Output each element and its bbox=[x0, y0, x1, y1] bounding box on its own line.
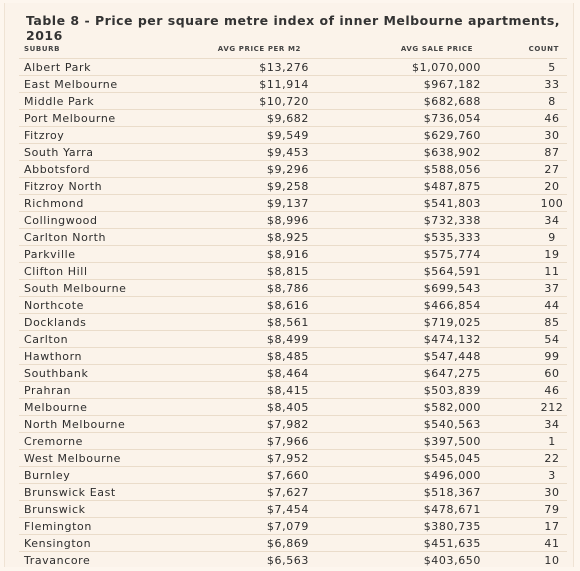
price-per-m2-cell: $7,627 bbox=[266, 486, 309, 500]
table-row bbox=[19, 398, 567, 415]
price-per-m2-cell: $8,916 bbox=[266, 248, 309, 262]
avg-sale-price-cell: $466,854 bbox=[423, 299, 481, 313]
suburb-cell: Carlton bbox=[24, 333, 69, 347]
suburb-cell: Hawthorn bbox=[24, 350, 83, 364]
price-per-m2-cell: $7,952 bbox=[266, 452, 309, 466]
table-row bbox=[19, 551, 567, 568]
table-row bbox=[19, 381, 567, 398]
suburb-cell: Cremorne bbox=[24, 435, 84, 449]
suburb-cell: Northcote bbox=[24, 299, 85, 313]
avg-sale-price-cell: $518,367 bbox=[423, 486, 481, 500]
table-row bbox=[19, 75, 567, 92]
price-per-m2-cell: $8,786 bbox=[266, 282, 309, 296]
table-row bbox=[19, 534, 567, 551]
price-per-m2-cell: $7,966 bbox=[266, 435, 309, 449]
count-cell: 46 bbox=[544, 112, 560, 126]
table-header bbox=[5, 42, 573, 57]
price-per-m2-cell: $13,276 bbox=[259, 61, 309, 74]
count-cell: 212 bbox=[540, 401, 564, 415]
table-row bbox=[19, 211, 567, 228]
table-body bbox=[19, 58, 567, 568]
count-cell: 100 bbox=[540, 197, 564, 211]
price-per-m2-cell: $8,925 bbox=[266, 231, 309, 245]
avg-sale-price-cell: $575,774 bbox=[423, 248, 481, 262]
count-cell: 30 bbox=[544, 129, 560, 143]
suburb-cell: Collingwood bbox=[24, 214, 98, 228]
table-row bbox=[19, 143, 567, 160]
table-row bbox=[19, 449, 567, 466]
count-cell: 3 bbox=[548, 469, 556, 483]
table-row bbox=[19, 432, 567, 449]
price-per-m2-cell: $8,561 bbox=[266, 316, 309, 330]
price-per-m2-cell: $8,464 bbox=[266, 367, 309, 381]
suburb-cell: Prahran bbox=[24, 384, 72, 398]
price-per-m2-cell: $8,415 bbox=[266, 384, 309, 398]
suburb-cell: Parkville bbox=[24, 248, 76, 262]
suburb-cell: Albert Park bbox=[24, 61, 92, 74]
table-row bbox=[19, 500, 567, 517]
suburb-cell: Port Melbourne bbox=[24, 112, 116, 126]
avg-sale-price-cell: $397,500 bbox=[423, 435, 481, 449]
avg-sale-price-cell: $629,760 bbox=[423, 129, 481, 143]
column-header-avg-sale-price: AVG SALE PRICE bbox=[400, 45, 473, 53]
suburb-cell: Burnley bbox=[24, 469, 71, 483]
avg-sale-price-cell: $699,543 bbox=[423, 282, 481, 296]
avg-sale-price-cell: $540,563 bbox=[423, 418, 481, 432]
count-cell: 34 bbox=[544, 214, 560, 228]
count-cell: 5 bbox=[548, 61, 556, 74]
avg-sale-price-cell: $732,338 bbox=[423, 214, 481, 228]
price-per-m2-cell: $6,563 bbox=[266, 554, 309, 568]
table-row bbox=[19, 279, 567, 296]
count-cell: 33 bbox=[544, 78, 560, 92]
avg-sale-price-cell: $564,591 bbox=[423, 265, 481, 279]
suburb-cell: Richmond bbox=[24, 197, 84, 211]
avg-sale-price-cell: $736,054 bbox=[423, 112, 481, 126]
table-row bbox=[19, 58, 567, 75]
suburb-cell: South Melbourne bbox=[24, 282, 127, 296]
avg-sale-price-cell: $496,000 bbox=[423, 469, 481, 483]
avg-sale-price-cell: $474,132 bbox=[423, 333, 481, 347]
table-row bbox=[19, 313, 567, 330]
table-title: Table 8 - Price per square metre index of inner Melbourne apartments, 2016 bbox=[26, 13, 561, 43]
price-per-m2-cell: $8,996 bbox=[266, 214, 309, 228]
table-row bbox=[19, 177, 567, 194]
avg-sale-price-cell: $545,045 bbox=[423, 452, 481, 466]
table-row bbox=[19, 330, 567, 347]
count-cell: 34 bbox=[544, 418, 560, 432]
count-cell: 44 bbox=[544, 299, 560, 313]
count-cell: 27 bbox=[544, 163, 560, 177]
avg-sale-price-cell: $582,000 bbox=[423, 401, 481, 415]
count-cell: 60 bbox=[544, 367, 560, 381]
count-cell: 30 bbox=[544, 486, 560, 500]
avg-sale-price-cell: $967,182 bbox=[423, 78, 481, 92]
table-row bbox=[19, 245, 567, 262]
price-per-m2-cell: $7,660 bbox=[266, 469, 309, 483]
avg-sale-price-cell: $647,275 bbox=[423, 367, 481, 381]
count-cell: 79 bbox=[544, 503, 560, 517]
count-cell: 85 bbox=[544, 316, 560, 330]
avg-sale-price-cell: $638,902 bbox=[423, 146, 481, 160]
avg-sale-price-cell: $451,635 bbox=[423, 537, 481, 551]
table-row bbox=[19, 109, 567, 126]
avg-sale-price-cell: $1,070,000 bbox=[412, 61, 481, 74]
avg-sale-price-cell: $403,650 bbox=[423, 554, 481, 568]
table-row bbox=[19, 347, 567, 364]
count-cell: 37 bbox=[544, 282, 560, 296]
price-per-m2-cell: $8,485 bbox=[266, 350, 309, 364]
price-per-m2-cell: $9,453 bbox=[266, 146, 309, 160]
count-cell: 46 bbox=[544, 384, 560, 398]
suburb-cell: Middle Park bbox=[24, 95, 95, 109]
count-cell: 1 bbox=[548, 435, 556, 449]
suburb-cell: Carlton North bbox=[24, 231, 107, 245]
count-cell: 22 bbox=[544, 452, 560, 466]
table-row bbox=[19, 194, 567, 211]
count-cell: 8 bbox=[548, 95, 556, 109]
suburb-cell: Brunswick bbox=[24, 503, 86, 517]
count-cell: 41 bbox=[544, 537, 560, 551]
price-per-m2-cell: $7,079 bbox=[266, 520, 309, 534]
count-cell: 87 bbox=[544, 146, 560, 160]
suburb-cell: Kensington bbox=[24, 537, 92, 551]
suburb-cell: Docklands bbox=[24, 316, 87, 330]
count-cell: 9 bbox=[548, 231, 556, 245]
column-header-avg-price-per-m2: AVG PRICE PER M2 bbox=[217, 45, 301, 53]
count-cell: 10 bbox=[544, 554, 560, 568]
table-row bbox=[19, 517, 567, 534]
count-cell: 17 bbox=[544, 520, 560, 534]
avg-sale-price-cell: $535,333 bbox=[423, 231, 481, 245]
avg-sale-price-cell: $541,803 bbox=[423, 197, 481, 211]
table-row bbox=[19, 160, 567, 177]
table-row bbox=[19, 262, 567, 279]
price-per-m2-cell: $8,499 bbox=[266, 333, 309, 347]
suburb-cell: Melbourne bbox=[24, 401, 88, 415]
suburb-cell: Travancore bbox=[24, 554, 91, 568]
price-per-m2-cell: $8,815 bbox=[266, 265, 309, 279]
count-cell: 99 bbox=[544, 350, 560, 364]
avg-sale-price-cell: $503,839 bbox=[423, 384, 481, 398]
suburb-cell: Clifton Hill bbox=[24, 265, 88, 279]
price-per-m2-cell: $9,549 bbox=[266, 129, 309, 143]
price-per-m2-cell: $6,869 bbox=[266, 537, 309, 551]
price-per-m2-cell: $8,405 bbox=[266, 401, 309, 415]
table-row bbox=[19, 466, 567, 483]
column-header-suburb: SUBURB bbox=[24, 45, 61, 53]
avg-sale-price-cell: $588,056 bbox=[423, 163, 481, 177]
suburb-cell: Southbank bbox=[24, 367, 89, 381]
price-per-m2-cell: $7,454 bbox=[266, 503, 309, 517]
avg-sale-price-cell: $682,688 bbox=[423, 95, 481, 109]
count-cell: 20 bbox=[544, 180, 560, 194]
price-per-m2-cell: $9,137 bbox=[266, 197, 309, 211]
price-per-m2-cell: $10,720 bbox=[259, 95, 309, 109]
suburb-cell: Brunswick East bbox=[24, 486, 116, 500]
column-header-count: COUNT bbox=[528, 45, 559, 53]
count-cell: 11 bbox=[544, 265, 560, 279]
suburb-cell: Fitzroy bbox=[24, 129, 65, 143]
avg-sale-price-cell: $547,448 bbox=[423, 350, 481, 364]
table-row bbox=[19, 126, 567, 143]
price-per-m2-cell: $11,914 bbox=[259, 78, 309, 92]
suburb-cell: Fitzroy North bbox=[24, 180, 103, 194]
suburb-cell: West Melbourne bbox=[24, 452, 122, 466]
table-row bbox=[19, 228, 567, 245]
table-panel bbox=[4, 3, 574, 567]
table-row bbox=[19, 483, 567, 500]
avg-sale-price-cell: $487,875 bbox=[423, 180, 481, 194]
count-cell: 54 bbox=[544, 333, 560, 347]
avg-sale-price-cell: $380,735 bbox=[423, 520, 481, 534]
table-row bbox=[19, 415, 567, 432]
suburb-cell: Abbotsford bbox=[24, 163, 91, 177]
suburb-cell: North Melbourne bbox=[24, 418, 126, 432]
table-row bbox=[19, 92, 567, 109]
avg-sale-price-cell: $719,025 bbox=[423, 316, 481, 330]
suburb-cell: Flemington bbox=[24, 520, 92, 534]
suburb-cell: East Melbourne bbox=[24, 78, 118, 92]
price-per-m2-cell: $7,982 bbox=[266, 418, 309, 432]
price-per-m2-cell: $8,616 bbox=[266, 299, 309, 313]
avg-sale-price-cell: $478,671 bbox=[423, 503, 481, 517]
count-cell: 19 bbox=[544, 248, 560, 262]
table-row bbox=[19, 364, 567, 381]
price-per-m2-cell: $9,682 bbox=[266, 112, 309, 126]
suburb-cell: South Yarra bbox=[24, 146, 94, 160]
table-row bbox=[19, 296, 567, 313]
price-per-m2-cell: $9,296 bbox=[266, 163, 309, 177]
price-per-m2-cell: $9,258 bbox=[266, 180, 309, 194]
